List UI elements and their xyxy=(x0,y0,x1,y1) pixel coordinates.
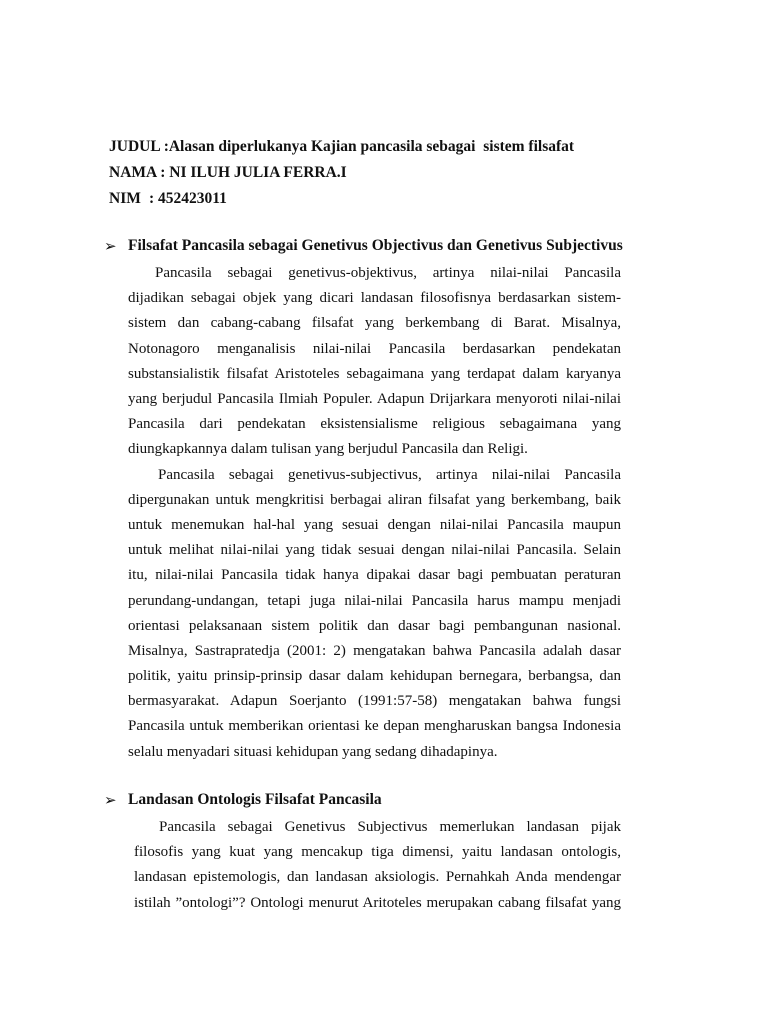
paragraph-line: substansialistik filsafat Aristoteles sebagaimana yang terdapat dalam karyanya xyxy=(128,365,621,382)
judul-line xyxy=(109,137,574,163)
paragraph-line: bermasyarakat. Adapun Soerjanto (1991:57-58) mengatakan bahwa fungsi xyxy=(128,693,621,710)
judul-label: JUDUL : xyxy=(109,138,169,155)
paragraph-line: istilah ”ontologi”? Ontologi menurut Aritoteles merupakan cabang filsafat yang xyxy=(134,894,621,911)
paragraph-line: itu, nilai-nilai Pancasila tidak hanya dipakai dasar bagi pembuatan peraturan xyxy=(128,567,621,584)
arrow-bullet-icon: ➢ xyxy=(104,237,117,255)
paragraph-genetivus-objectivus xyxy=(128,261,621,463)
paragraph-line: yang berjudul Pancasila Ilmiah Populer. Adapun Drijarkara menyoroti nilai-nilai xyxy=(128,390,621,407)
section-title-genetivus: Filsafat Pancasila sebagai Genetivus Objectivus dan Genetivus Subjectivus xyxy=(128,237,623,254)
paragraph-line: sistem dan cabang-cabang filsafat yang berkembang di Barat. Misalnya, xyxy=(128,315,621,332)
paragraph-line: orientasi pelaksanaan sistem politik dan dasar bagi pembangunan nasional. xyxy=(128,617,621,634)
paragraph-line: untuk melihat nilai-nilai yang tidak sesuai dengan nilai-nilai Pancasila. Selain xyxy=(128,542,621,559)
paragraph-genetivus-subjectivus xyxy=(128,463,621,765)
nama-value: NI ILUH JULIA FERRA.I xyxy=(169,164,347,181)
section-title-ontologis: Landasan Ontologis Filsafat Pancasila xyxy=(128,791,382,808)
paragraph-line: perundang-undangan, tetapi juga nilai-nilai Pancasila harus mampu menjadi xyxy=(128,592,621,609)
paragraph-line: dijadikan sebagai objek yang dicari landasan filosofisnya berdasarkan sistem- xyxy=(128,290,621,307)
paragraph-line: Pancasila sebagai genetivus-objektivus, artinya nilai-nilai Pancasila xyxy=(155,265,621,281)
nim-line xyxy=(109,189,574,215)
paragraph-landasan-ontologis xyxy=(134,815,621,916)
paragraph-line: Pancasila untuk memberikan orientasi ke depan mengharuskan bangsa Indonesia xyxy=(128,718,621,735)
paragraph-line: Notonagoro menganalisis nilai-nilai Pancasila berdasarkan pendekatan xyxy=(128,340,621,357)
nama-line xyxy=(109,163,574,189)
paragraph-line: Pancasila sebagai genetivus-subjectivus, artinya nilai-nilai Pancasila xyxy=(158,466,621,483)
paragraph-line: politik, yaitu prinsip-prinsip dasar dalam kehidupan bernegara, berbangsa, dan xyxy=(128,668,621,685)
nim-value: : 452423011 xyxy=(149,190,227,207)
paragraph-line: dipergunakan untuk mengkritisi berbagai aliran filsafat yang berkembang, baik xyxy=(128,491,621,508)
paragraph-line: filosofis yang kuat yang mencakup tiga dimensi, yaitu landasan ontologis, xyxy=(134,844,621,861)
paragraph-line: untuk menemukan hal-hal yang sesuai dengan nilai-nilai Pancasila maupun xyxy=(128,516,621,533)
paragraph-line: diungkapkannya dalam tulisan yang berjudul Pancasila dan Religi. xyxy=(128,441,528,458)
nama-label: NAMA : xyxy=(109,164,170,181)
paragraph-line: Pancasila dari pendekatan eksistensialisme religious sebagaimana yang xyxy=(128,416,621,433)
document-header xyxy=(109,137,574,215)
paragraph-line: selalu menyadari situasi kehidupan yang sedang dihadapinya. xyxy=(128,743,498,760)
paragraph-line: Pancasila sebagai Genetivus Subjectivus memerlukan landasan pijak xyxy=(159,819,621,835)
paragraph-line: Misalnya, Sastrapratedja (2001: 2) mengatakan bahwa Pancasila adalah dasar xyxy=(128,642,621,659)
arrow-bullet-icon: ➢ xyxy=(104,791,117,809)
nim-label: NIM xyxy=(109,190,141,207)
paragraph-line: landasan epistemologis, dan landasan aksiologis. Pernahkah Anda mendengar xyxy=(134,869,621,886)
judul-value: Alasan diperlukanya Kajian pancasila sebagai sistem filsafat xyxy=(168,138,575,155)
